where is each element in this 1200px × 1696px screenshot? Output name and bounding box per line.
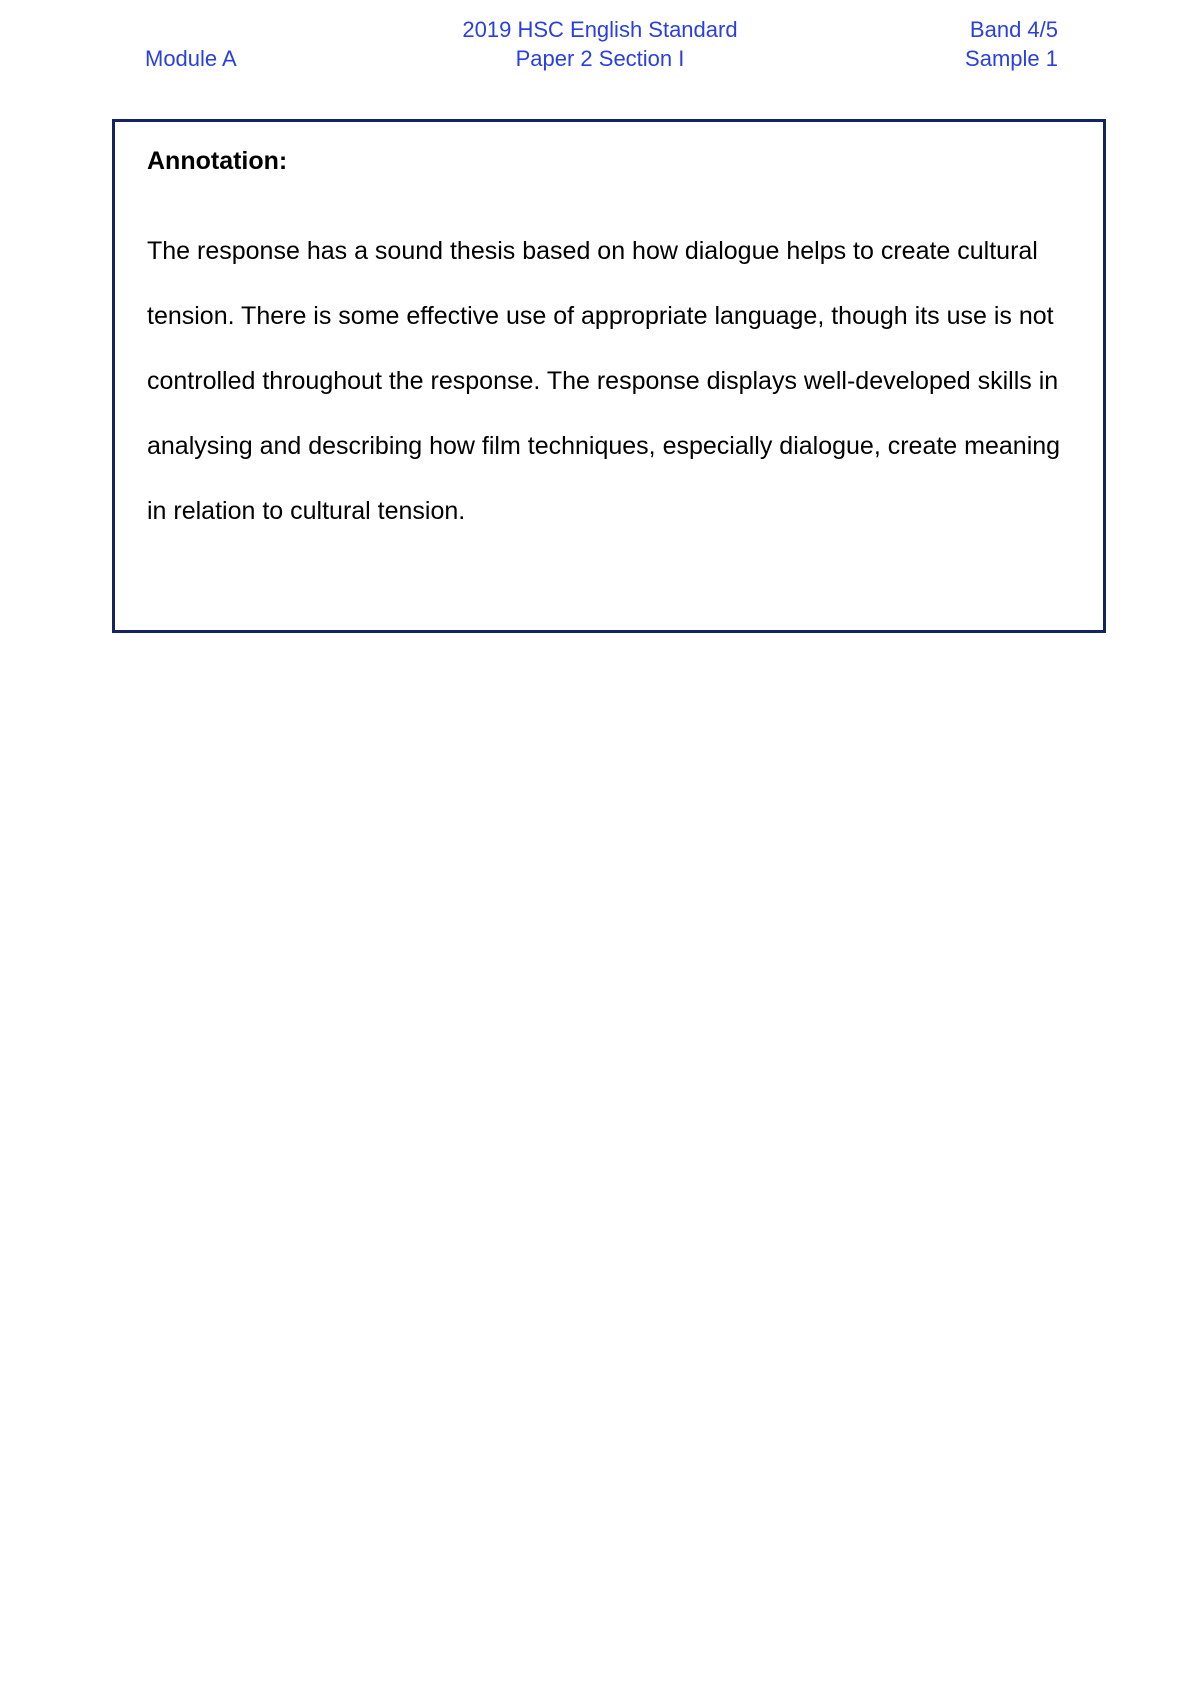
annotation-body: The response has a sound thesis based on how dialogue helps to create cultural tension. There is some effective use of appropriate language, though its use is not controlled throughout the response. The response displays well-developed skills in analysing and describing how film techniques, especially dialogue, create meaning in relation to cultural tension.	[147, 237, 1061, 525]
annotation-heading: Annotation:	[147, 147, 288, 175]
header-sample: Sample 1	[965, 46, 1058, 71]
header-band: Band 4/5	[969, 17, 1058, 42]
header-exam-title	[350, 15, 850, 73]
annotation-box	[112, 119, 1106, 633]
header-module: Module A	[145, 46, 237, 71]
header-paper-section: Paper 2 Section I	[515, 46, 685, 71]
header-band-sample	[965, 15, 1058, 73]
header-exam-name: 2019 HSC English Standard	[462, 17, 738, 42]
